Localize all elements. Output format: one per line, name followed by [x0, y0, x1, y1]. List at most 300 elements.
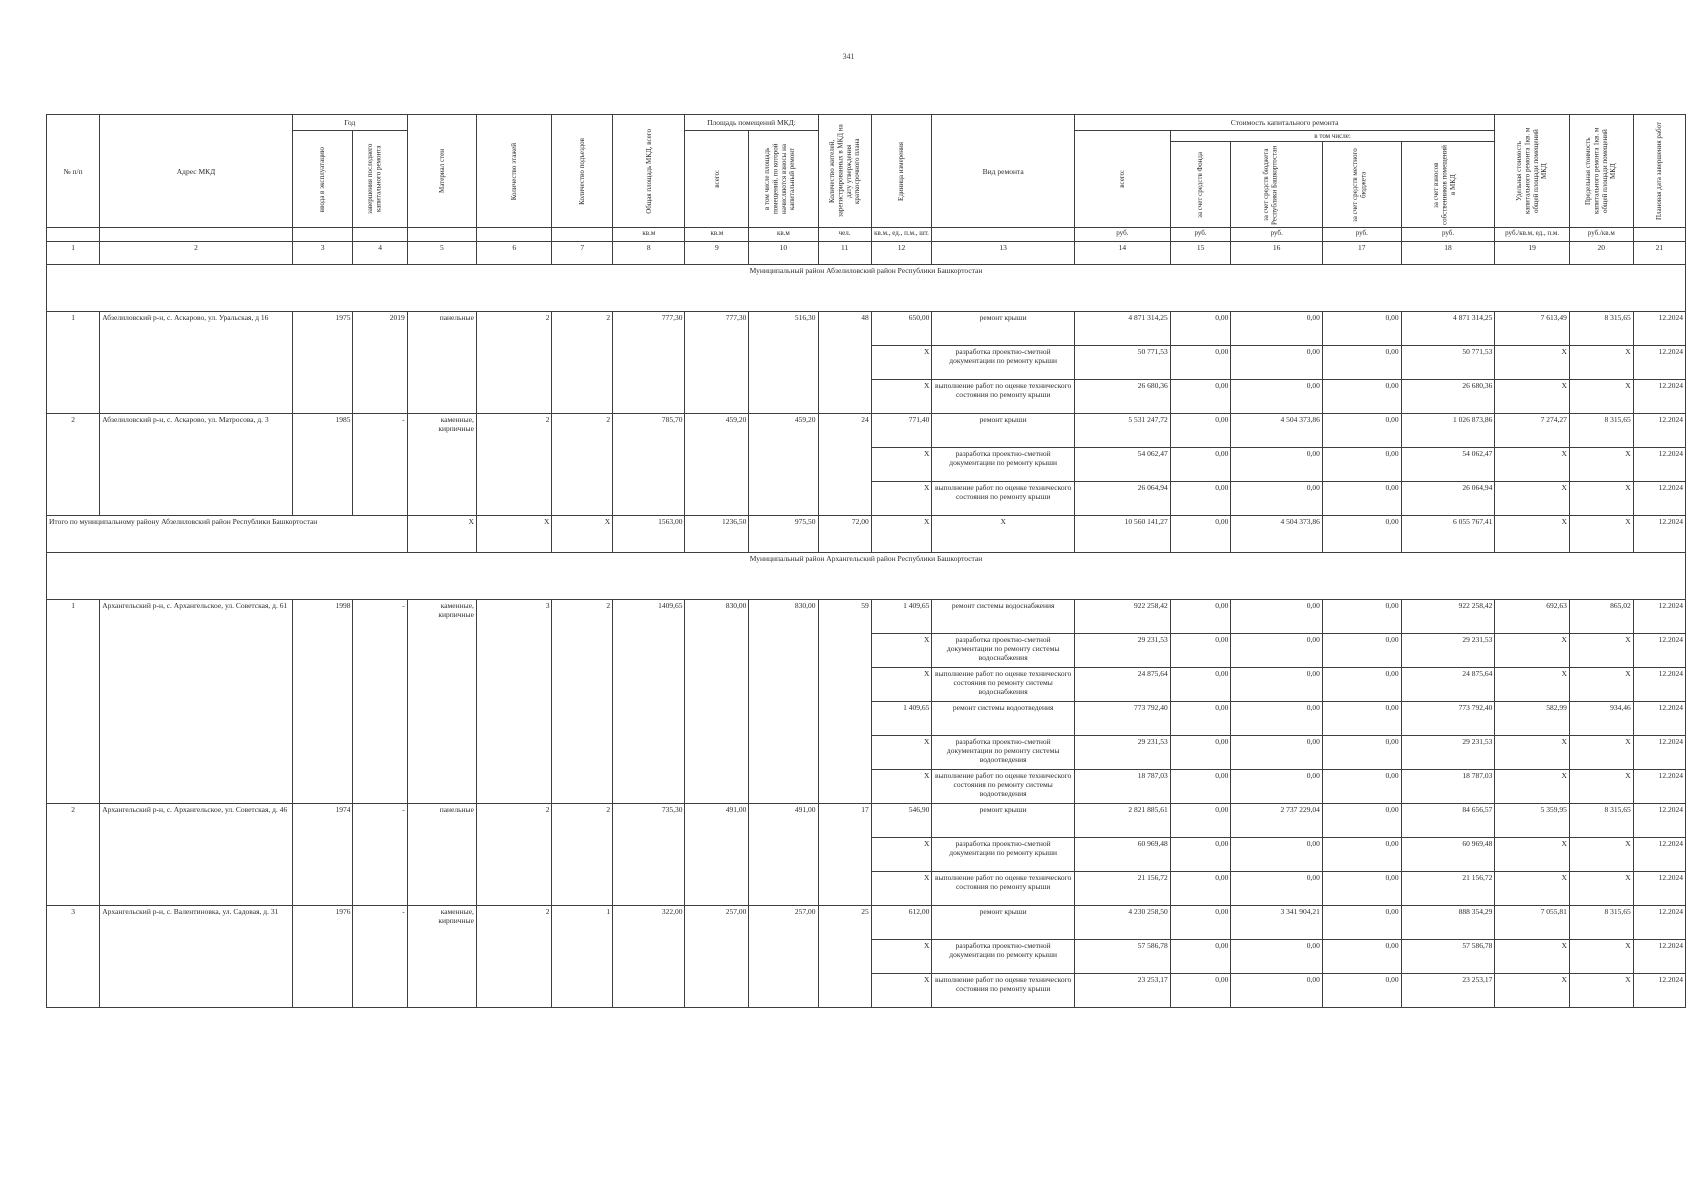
unit-cell: [353, 228, 407, 242]
unit-cell: [292, 228, 353, 242]
repair-type-cell: ремонт крыши: [932, 804, 1075, 838]
cost-total-cell: 2 821 885,61: [1074, 804, 1170, 838]
cost-republic-cell: 0,00: [1231, 634, 1323, 668]
planned-date-cell: 12.2024: [1633, 312, 1685, 346]
max-cost-cell: X: [1569, 770, 1633, 804]
cost-republic-cell: 0,00: [1231, 770, 1323, 804]
cost-total-cell: 4 871 314,25: [1074, 312, 1170, 346]
total-owners-cell: 6 055 767,41: [1401, 516, 1495, 553]
unit-cell: руб./кв.м, ед., п.м.: [1495, 228, 1569, 242]
district-row: [47, 265, 1686, 312]
cost-fund-cell: 0,00: [1170, 482, 1231, 516]
table-row: [47, 414, 1686, 448]
unit-cell: руб.: [1170, 228, 1231, 242]
repair-type-cell: выполнение работ по оценке технического состояния по ремонту крыши: [932, 872, 1075, 906]
cost-owners-cell: 26 064,94: [1401, 482, 1495, 516]
unit-cell: кв.м: [685, 228, 749, 242]
max-cost-cell: 8 315,65: [1569, 906, 1633, 940]
cost-republic-cell: 2 737 229,04: [1231, 804, 1323, 838]
unit-cell: [100, 228, 293, 242]
year-commission-cell: 1998: [292, 600, 353, 804]
cost-total-cell: 29 231,53: [1074, 634, 1170, 668]
header-year-group: Год: [292, 115, 407, 131]
cost-total-cell: 922 258,42: [1074, 600, 1170, 634]
cost-total-cell: 5 531 247,72: [1074, 414, 1170, 448]
column-number: 11: [818, 242, 871, 265]
table-row: [47, 312, 1686, 346]
cost-fund-cell: 0,00: [1170, 804, 1231, 838]
area-all-cell: 257,00: [685, 906, 749, 1008]
total-area-all-cell: 1236,50: [685, 516, 749, 553]
cost-total-cell: 57 586,78: [1074, 940, 1170, 974]
planned-date-cell: 12.2024: [1633, 906, 1685, 940]
quantity-cell: X: [871, 380, 932, 414]
year-repair-cell: -: [353, 600, 407, 804]
residents-cell: 24: [818, 414, 871, 516]
header-residents: Количество жителей, зарегистрированных в МКД на дату утверждения краткосрочного плана: [818, 115, 871, 228]
total-max-cost-cell: X: [1569, 516, 1633, 553]
header-max-cost: Предельная стоимость капитального ремонта 1кв. м общей площади помещений МКД: [1569, 115, 1633, 228]
cost-owners-cell: 57 586,78: [1401, 940, 1495, 974]
header-cost-group: Стоимость капитального ремонта: [1074, 115, 1494, 131]
floors-cell: 2: [476, 414, 552, 516]
cost-owners-cell: 773 792,40: [1401, 702, 1495, 736]
header-unit-cost: Удельная стоимость капитального ремонта 1кв. м общей площади помещений МКД: [1495, 115, 1569, 228]
area-residential-cell: 459,20: [749, 414, 818, 516]
column-number: 14: [1074, 242, 1170, 265]
column-number: 21: [1633, 242, 1685, 265]
max-cost-cell: X: [1569, 974, 1633, 1008]
cost-local-cell: 0,00: [1322, 634, 1401, 668]
unit-cost-cell: X: [1495, 940, 1569, 974]
unit-cost-cell: 7 055,81: [1495, 906, 1569, 940]
planned-date-cell: 12.2024: [1633, 940, 1685, 974]
repair-type-cell: выполнение работ по оценке технического состояния по ремонту крыши: [932, 482, 1075, 516]
column-number: 9: [685, 242, 749, 265]
header-address: Адрес МКД: [100, 115, 293, 228]
total-total-area-cell: 1563,00: [613, 516, 685, 553]
total-date-cell: 12.2024: [1633, 516, 1685, 553]
row-number: 2: [47, 414, 100, 516]
unit-cost-cell: X: [1495, 872, 1569, 906]
cost-fund-cell: 0,00: [1170, 312, 1231, 346]
floors-cell: 3: [476, 600, 552, 804]
column-number: 16: [1231, 242, 1323, 265]
table-row: [47, 804, 1686, 838]
unit-cell: [476, 228, 552, 242]
repair-type-cell: разработка проектно-сметной документации по ремонту системы водоснабжения: [932, 634, 1075, 668]
quantity-cell: X: [871, 770, 932, 804]
repair-type-cell: выполнение работ по оценке технического состояния по ремонту системы водоснабжения: [932, 668, 1075, 702]
row-number: 1: [47, 600, 100, 804]
entrances-cell: 1: [552, 906, 613, 1008]
cost-owners-cell: 18 787,03: [1401, 770, 1495, 804]
header-num: № п/п: [47, 115, 100, 228]
total-entrances-cell: X: [552, 516, 613, 553]
year-repair-cell: 2019: [353, 312, 407, 414]
cost-local-cell: 0,00: [1322, 312, 1401, 346]
total-residents-cell: 72,00: [818, 516, 871, 553]
cost-republic-cell: 0,00: [1231, 872, 1323, 906]
cost-local-cell: 0,00: [1322, 702, 1401, 736]
repair-type-cell: ремонт системы водоснабжения: [932, 600, 1075, 634]
total-area-cell: 735,30: [613, 804, 685, 906]
planned-date-cell: 12.2024: [1633, 770, 1685, 804]
planned-date-cell: 12.2024: [1633, 872, 1685, 906]
cost-fund-cell: 0,00: [1170, 838, 1231, 872]
residents-cell: 25: [818, 906, 871, 1008]
cost-total-cell: 24 875,64: [1074, 668, 1170, 702]
cost-local-cell: 0,00: [1322, 770, 1401, 804]
cost-owners-cell: 26 680,36: [1401, 380, 1495, 414]
column-number: 12: [871, 242, 932, 265]
units-row: [47, 228, 1686, 242]
header-unit: Единица измерения: [871, 115, 932, 228]
district-total-row: [47, 516, 1686, 553]
total-total-cost-cell: 10 560 141,27: [1074, 516, 1170, 553]
table-header: [47, 115, 1686, 265]
year-commission-cell: 1985: [292, 414, 353, 516]
district-title: Муниципальный район Абзелиловский район Республики Башкортостан: [47, 265, 1686, 312]
cost-fund-cell: 0,00: [1170, 770, 1231, 804]
unit-cell: руб.: [1401, 228, 1495, 242]
max-cost-cell: X: [1569, 736, 1633, 770]
quantity-cell: X: [871, 482, 932, 516]
max-cost-cell: 8 315,65: [1569, 414, 1633, 448]
max-cost-cell: 934,46: [1569, 702, 1633, 736]
cost-local-cell: 0,00: [1322, 838, 1401, 872]
total-area-cell: 777,30: [613, 312, 685, 414]
year-repair-cell: -: [353, 906, 407, 1008]
cost-total-cell: 26 064,94: [1074, 482, 1170, 516]
repair-type-cell: ремонт крыши: [932, 906, 1075, 940]
cost-owners-cell: 4 871 314,25: [1401, 312, 1495, 346]
cost-owners-cell: 84 656,57: [1401, 804, 1495, 838]
cost-fund-cell: 0,00: [1170, 448, 1231, 482]
max-cost-cell: X: [1569, 380, 1633, 414]
cost-total-cell: 50 771,53: [1074, 346, 1170, 380]
quantity-cell: X: [871, 346, 932, 380]
column-number: 2: [100, 242, 293, 265]
repair-type-cell: разработка проектно-сметной документации по ремонту крыши: [932, 448, 1075, 482]
cost-local-cell: 0,00: [1322, 736, 1401, 770]
header-cost-republic: за счет средств бюджета Республики Башкортостан: [1231, 142, 1323, 228]
header-cost-local: за счет средств местного бюджета: [1322, 142, 1401, 228]
repair-type-cell: разработка проектно-сметной документации по ремонту крыши: [932, 940, 1075, 974]
quantity-cell: 1 409,65: [871, 702, 932, 736]
address-cell: Архангельский р-н, с. Архангельское, ул. Советская, д. 61: [100, 600, 293, 804]
total-fund-cell: 0,00: [1170, 516, 1231, 553]
max-cost-cell: X: [1569, 668, 1633, 702]
max-cost-cell: 865,02: [1569, 600, 1633, 634]
header-year-repair: завершения последнего капитального ремонта: [353, 131, 407, 228]
column-number: 4: [353, 242, 407, 265]
cost-fund-cell: 0,00: [1170, 600, 1231, 634]
area-residential-cell: 830,00: [749, 600, 818, 804]
quantity-cell: 546,90: [871, 804, 932, 838]
address-cell: Архангельский р-н, с. Архангельское, ул. Советская, д. 46: [100, 804, 293, 906]
header-floors: Количество этажей: [476, 115, 552, 228]
cost-republic-cell: 0,00: [1231, 312, 1323, 346]
total-area-cell: 322,00: [613, 906, 685, 1008]
cost-owners-cell: 23 253,17: [1401, 974, 1495, 1008]
material-cell: панельные: [407, 312, 476, 414]
max-cost-cell: 8 315,65: [1569, 312, 1633, 346]
cost-fund-cell: 0,00: [1170, 380, 1231, 414]
repair-type-cell: ремонт крыши: [932, 414, 1075, 448]
total-unit-cost-cell: X: [1495, 516, 1569, 553]
quantity-cell: X: [871, 448, 932, 482]
cost-local-cell: 0,00: [1322, 380, 1401, 414]
unit-cost-cell: X: [1495, 974, 1569, 1008]
quantity-cell: 771,40: [871, 414, 932, 448]
unit-cell: [552, 228, 613, 242]
area-all-cell: 459,20: [685, 414, 749, 516]
column-number: 15: [1170, 242, 1231, 265]
cost-republic-cell: 0,00: [1231, 838, 1323, 872]
cost-republic-cell: 0,00: [1231, 448, 1323, 482]
cost-republic-cell: 0,00: [1231, 702, 1323, 736]
cost-owners-cell: 29 231,53: [1401, 736, 1495, 770]
cost-local-cell: 0,00: [1322, 872, 1401, 906]
max-cost-cell: X: [1569, 940, 1633, 974]
quantity-cell: X: [871, 974, 932, 1008]
cost-local-cell: 0,00: [1322, 448, 1401, 482]
cost-republic-cell: 3 341 904,21: [1231, 906, 1323, 940]
header-cost-owners: за счет взносов собственников помещений в МКД: [1401, 142, 1495, 228]
max-cost-cell: X: [1569, 634, 1633, 668]
repair-type-cell: выполнение работ по оценке технического состояния по ремонту крыши: [932, 974, 1075, 1008]
cost-total-cell: 18 787,03: [1074, 770, 1170, 804]
floors-cell: 2: [476, 312, 552, 414]
max-cost-cell: X: [1569, 346, 1633, 380]
cost-total-cell: 60 969,48: [1074, 838, 1170, 872]
total-local-cell: 0,00: [1322, 516, 1401, 553]
planned-date-cell: 12.2024: [1633, 482, 1685, 516]
page-number: 341: [842, 52, 855, 61]
cost-local-cell: 0,00: [1322, 974, 1401, 1008]
row-number: 3: [47, 906, 100, 1008]
material-cell: каменные, кирпичные: [407, 600, 476, 804]
district-title: Муниципальный район Архангельский район Республики Башкортостан: [47, 553, 1686, 600]
column-number: 5: [407, 242, 476, 265]
planned-date-cell: 12.2024: [1633, 448, 1685, 482]
unit-cost-cell: 692,63: [1495, 600, 1569, 634]
cost-republic-cell: 0,00: [1231, 346, 1323, 380]
repair-plan-table: [46, 114, 1686, 1008]
cost-total-cell: 29 231,53: [1074, 736, 1170, 770]
repair-type-cell: разработка проектно-сметной документации по ремонту крыши: [932, 346, 1075, 380]
cost-fund-cell: 0,00: [1170, 906, 1231, 940]
cost-total-cell: 23 253,17: [1074, 974, 1170, 1008]
column-number: 7: [552, 242, 613, 265]
table-body: [47, 265, 1686, 1008]
unit-cost-cell: 7 613,49: [1495, 312, 1569, 346]
cost-fund-cell: 0,00: [1170, 872, 1231, 906]
unit-cost-cell: 7 274,27: [1495, 414, 1569, 448]
repair-type-cell: ремонт крыши: [932, 312, 1075, 346]
unit-cost-cell: X: [1495, 770, 1569, 804]
unit-cost-cell: X: [1495, 668, 1569, 702]
quantity-cell: X: [871, 872, 932, 906]
cost-local-cell: 0,00: [1322, 346, 1401, 380]
year-commission-cell: 1974: [292, 804, 353, 906]
total-area-resid-cell: 975,50: [749, 516, 818, 553]
planned-date-cell: 12.2024: [1633, 974, 1685, 1008]
header-repair-type: Вид ремонта: [932, 115, 1075, 228]
cost-owners-cell: 24 875,64: [1401, 668, 1495, 702]
cost-owners-cell: 1 026 873,86: [1401, 414, 1495, 448]
area-all-cell: 830,00: [685, 600, 749, 804]
header-planned-date: Плановая дата завершения работ: [1633, 115, 1685, 228]
header-area-group: Площадь помещений МКД:: [685, 115, 818, 131]
cost-total-cell: 4 230 258,50: [1074, 906, 1170, 940]
cost-fund-cell: 0,00: [1170, 668, 1231, 702]
repair-type-cell: выполнение работ по оценке технического состояния по ремонту крыши: [932, 380, 1075, 414]
cost-fund-cell: 0,00: [1170, 634, 1231, 668]
cost-owners-cell: 60 969,48: [1401, 838, 1495, 872]
unit-cell: [1633, 228, 1685, 242]
floors-cell: 2: [476, 804, 552, 906]
quantity-cell: X: [871, 736, 932, 770]
max-cost-cell: X: [1569, 482, 1633, 516]
cost-republic-cell: 0,00: [1231, 736, 1323, 770]
column-number: 19: [1495, 242, 1569, 265]
floors-cell: 2: [476, 906, 552, 1008]
unit-cell: кв.м., ед., п.м., шт.: [871, 228, 932, 242]
row-number: 2: [47, 804, 100, 906]
unit-cell: руб./кв.м: [1569, 228, 1633, 242]
column-number: 13: [932, 242, 1075, 265]
quantity-cell: 612,00: [871, 906, 932, 940]
header-material: Материал стен: [407, 115, 476, 228]
residents-cell: 48: [818, 312, 871, 414]
quantity-cell: X: [871, 838, 932, 872]
header-cost-fund: за счет средств Фонда: [1170, 142, 1231, 228]
year-commission-cell: 1975: [292, 312, 353, 414]
unit-cell: руб.: [1074, 228, 1170, 242]
planned-date-cell: 12.2024: [1633, 346, 1685, 380]
unit-cell: [407, 228, 476, 242]
header-entrances: Количество подъездов: [552, 115, 613, 228]
cost-local-cell: 0,00: [1322, 906, 1401, 940]
cost-republic-cell: 4 504 373,86: [1231, 414, 1323, 448]
cost-republic-cell: 0,00: [1231, 482, 1323, 516]
unit-cost-cell: X: [1495, 380, 1569, 414]
cost-local-cell: 0,00: [1322, 668, 1401, 702]
cost-local-cell: 0,00: [1322, 940, 1401, 974]
quantity-cell: X: [871, 634, 932, 668]
total-material-cell: X: [407, 516, 476, 553]
cost-fund-cell: 0,00: [1170, 940, 1231, 974]
cost-owners-cell: 21 156,72: [1401, 872, 1495, 906]
residents-cell: 59: [818, 600, 871, 804]
planned-date-cell: 12.2024: [1633, 804, 1685, 838]
unit-cost-cell: X: [1495, 482, 1569, 516]
repair-type-cell: разработка проектно-сметной документации по ремонту системы водоотведения: [932, 736, 1075, 770]
cost-owners-cell: 50 771,53: [1401, 346, 1495, 380]
total-area-cell: 785,70: [613, 414, 685, 516]
cost-local-cell: 0,00: [1322, 414, 1401, 448]
unit-cost-cell: X: [1495, 838, 1569, 872]
year-repair-cell: -: [353, 804, 407, 906]
cost-local-cell: 0,00: [1322, 600, 1401, 634]
planned-date-cell: 12.2024: [1633, 414, 1685, 448]
area-all-cell: 777,30: [685, 312, 749, 414]
cost-owners-cell: 54 062,47: [1401, 448, 1495, 482]
unit-cost-cell: 5 359,95: [1495, 804, 1569, 838]
header-total-area: Общая площадь МКД, всего: [613, 115, 685, 228]
material-cell: каменные, кирпичные: [407, 414, 476, 516]
cost-republic-cell: 0,00: [1231, 940, 1323, 974]
cost-owners-cell: 888 354,29: [1401, 906, 1495, 940]
year-commission-cell: 1976: [292, 906, 353, 1008]
area-residential-cell: 516,30: [749, 312, 818, 414]
cost-owners-cell: 922 258,42: [1401, 600, 1495, 634]
unit-cell: кв.м: [613, 228, 685, 242]
planned-date-cell: 12.2024: [1633, 668, 1685, 702]
cost-fund-cell: 0,00: [1170, 346, 1231, 380]
unit-cost-cell: X: [1495, 448, 1569, 482]
header-year-commission: ввода в эксплуатацию: [292, 131, 353, 228]
area-residential-cell: 257,00: [749, 906, 818, 1008]
total-floors-cell: X: [476, 516, 552, 553]
year-repair-cell: -: [353, 414, 407, 516]
cost-total-cell: 54 062,47: [1074, 448, 1170, 482]
column-number: 17: [1322, 242, 1401, 265]
material-cell: панельные: [407, 804, 476, 906]
header-cost-total: всего:: [1074, 131, 1170, 228]
cost-republic-cell: 0,00: [1231, 974, 1323, 1008]
header-area-all: всего:: [685, 131, 749, 228]
planned-date-cell: 12.2024: [1633, 380, 1685, 414]
column-number: 1: [47, 242, 100, 265]
unit-cost-cell: X: [1495, 736, 1569, 770]
cost-fund-cell: 0,00: [1170, 974, 1231, 1008]
address-cell: Архангельский р-н, с. Валентиновка, ул. Садовая, д. 31: [100, 906, 293, 1008]
column-number-row: [47, 242, 1686, 265]
planned-date-cell: 12.2024: [1633, 702, 1685, 736]
cost-local-cell: 0,00: [1322, 804, 1401, 838]
area-residential-cell: 491,00: [749, 804, 818, 906]
column-number: 10: [749, 242, 818, 265]
max-cost-cell: X: [1569, 448, 1633, 482]
cost-owners-cell: 29 231,53: [1401, 634, 1495, 668]
unit-cell: [47, 228, 100, 242]
cost-total-cell: 773 792,40: [1074, 702, 1170, 736]
unit-cell: [932, 228, 1075, 242]
header-cost-including: в том числе:: [1170, 131, 1495, 142]
column-number: 8: [613, 242, 685, 265]
cost-total-cell: 26 680,36: [1074, 380, 1170, 414]
entrances-cell: 2: [552, 414, 613, 516]
planned-date-cell: 12.2024: [1633, 634, 1685, 668]
material-cell: каменные, кирпичные: [407, 906, 476, 1008]
unit-cost-cell: X: [1495, 634, 1569, 668]
column-number: 6: [476, 242, 552, 265]
quantity-cell: 650,00: [871, 312, 932, 346]
cost-republic-cell: 0,00: [1231, 380, 1323, 414]
cost-fund-cell: 0,00: [1170, 414, 1231, 448]
cost-total-cell: 21 156,72: [1074, 872, 1170, 906]
unit-cost-cell: 582,99: [1495, 702, 1569, 736]
repair-type-cell: выполнение работ по оценке технического состояния по ремонту системы водоотведения: [932, 770, 1075, 804]
max-cost-cell: 8 315,65: [1569, 804, 1633, 838]
cost-local-cell: 0,00: [1322, 482, 1401, 516]
entrances-cell: 2: [552, 804, 613, 906]
repair-type-cell: разработка проектно-сметной документации по ремонту крыши: [932, 838, 1075, 872]
total-label: Итого по муниципальному району Абзелиловский район Республики Башкортостан: [47, 516, 408, 553]
